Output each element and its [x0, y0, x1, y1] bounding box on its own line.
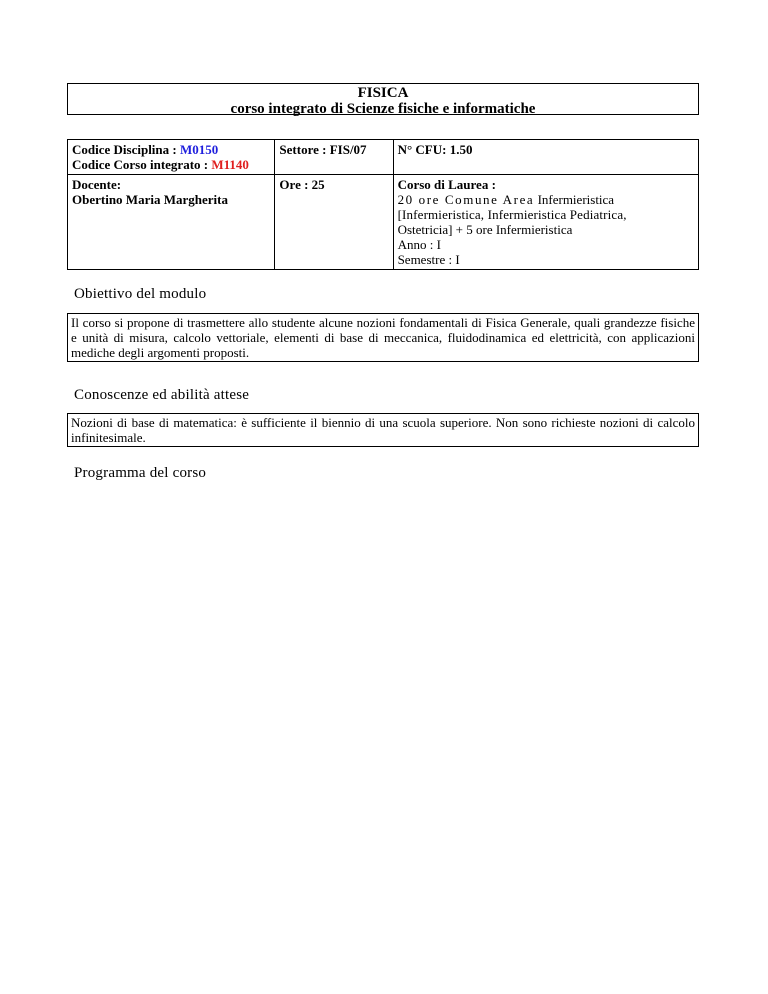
- programma-heading: Programma del corso: [74, 465, 207, 481]
- corso-laurea-cell: [393, 175, 698, 270]
- codice-disciplina-value: M0150: [179, 142, 219, 157]
- corso-line-3: Ostetricia] + 5 ore Infermieristica: [397, 222, 573, 237]
- settore: Settore : FIS/07: [279, 142, 367, 157]
- anno: Anno : I: [397, 237, 441, 252]
- course-title: FISICA: [357, 85, 409, 101]
- corso-line-1-rest: Infermieristica: [534, 192, 615, 207]
- obiettivo-text: Il corso si propone di trasmettere allo studente alcune nozioni fondamentali di Fisica Generale, quali grandezze fisiche e unità di misura, calcolo vettoriale, elementi di base di meccanica, fluidodinamica ed elettricità, con applicazioni mediche degli argomenti proposti.: [67, 313, 699, 362]
- conoscenze-heading: Conoscenze ed abilità attese: [74, 387, 250, 403]
- codice-corso-label: Codice Corso integrato :: [72, 157, 212, 172]
- course-subtitle: corso integrato di Scienze fisiche e informatiche: [230, 101, 536, 117]
- course-info-table: [67, 139, 699, 270]
- settore-cell: [275, 140, 393, 175]
- cfu: N° CFU: 1.50: [397, 142, 473, 157]
- info-row-1: [68, 140, 699, 175]
- ore-cell: [275, 175, 393, 270]
- codes-cell: [68, 140, 275, 175]
- corso-line-2: [Infermieristica, Infermieristica Pediatrica,: [397, 207, 627, 222]
- obiettivo-heading: Obiettivo del modulo: [74, 286, 207, 302]
- corso-line-1: [398, 192, 694, 207]
- codice-disciplina-label: Codice Disciplina :: [72, 142, 180, 157]
- codice-corso: [72, 157, 270, 172]
- docente-cell: [68, 175, 275, 270]
- ore: Ore : 25: [279, 177, 325, 192]
- corso-label: Corso di Laurea :: [397, 177, 496, 192]
- semestre: Semestre : I: [397, 252, 460, 267]
- cfu-cell: [393, 140, 698, 175]
- course-title-box: [67, 83, 699, 115]
- docente-name: Obertino Maria Margherita: [72, 192, 228, 207]
- docente-label: Docente:: [72, 177, 122, 192]
- conoscenze-text: Nozioni di base di matematica: è sufficiente il biennio di una scuola superiore. Non sono richieste nozioni di calcolo infinitesimale.: [67, 413, 699, 447]
- codice-corso-value: M1140: [211, 157, 249, 172]
- info-row-2: [68, 175, 699, 270]
- codice-disciplina: [72, 142, 270, 157]
- corso-line-1-spaced: 20 ore Comune Area: [397, 192, 535, 207]
